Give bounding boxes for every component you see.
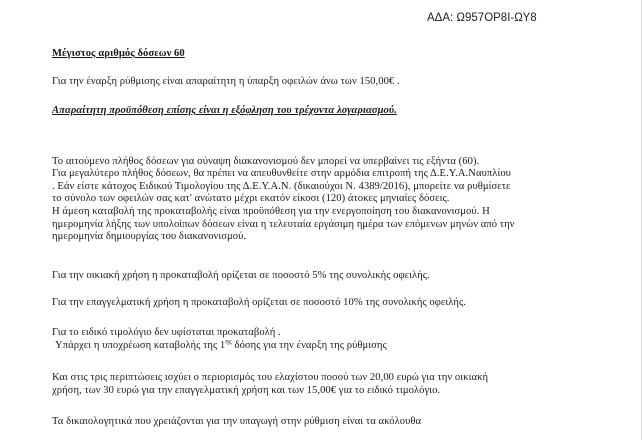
professional-use-downpayment: Για την επαγγελματική χρήση η προκαταβολή ορίζεται σε ποσοστό 10% της συνολικής οφειλής. xyxy=(52,297,466,308)
p1-line-5: Η άμεση καταβολή της προκαταβολής είναι προϋπόθεση για την ενεργοποίηση του διακανονισμού. Η xyxy=(52,206,490,217)
minimum-amount-line-2: χρήση, των 30 ευρώ για την επαγγελματική χρήση και των 15,00€ για το ειδικό τιμολόγιο. xyxy=(52,385,441,396)
ordinal-superscript: ης xyxy=(225,337,232,346)
p1-line-2: Για μεγαλύτερο πλήθος δόσεων, θα πρέπει να απευθυνθείτε στην αρμόδια επιτροπή της Δ.Ε.Υ.Α.Ναυπλίου xyxy=(52,168,511,179)
prerequisite-heading: Απαραίτητη προϋπόθεση επίσης είναι η εξόφληση του τρέχοντα λογαριασμού. xyxy=(52,105,397,116)
special-tariff-text-b: δόσης για την έναρξη της ρύθμισης xyxy=(231,340,387,351)
p1-line-3: . Εάν είστε κάτοχος Ειδικού Τιμολογίου της Δ.Ε.Υ.Α.Ν. (δικαιούχοι Ν. 4389/2016), μπορείτε να ρυθμίσετε xyxy=(52,181,511,192)
start-condition: Για την έναρξη ρύθμισης είναι απαραίτητη η ύπαρξη οφειλών άνω των 150,00€ . xyxy=(52,76,400,87)
minimum-amount-line-1: Και στις τρις περιπτώσεις ισχύει ο περιορισμός του ελαχίστου ποσού των 20,00 ευρώ για την οικιακή xyxy=(52,372,489,383)
max-installments-title: Μέγιστος αριθμός δόσεων 60 xyxy=(52,48,185,59)
p1-line-6: ημερομηνία λήξης των υπολοίπων δόσεων είναι η τελευταία εργάσιμη ημέρα των επόμενων μηνών από την xyxy=(52,219,515,230)
special-tariff-text-a: Υπάρχει η υποχρέωση καταβολής της 1 xyxy=(55,340,226,351)
p1-line-7: ημερομηνία δημιουργίας του διακανονισμού. xyxy=(52,231,247,242)
home-use-downpayment: Για την οικιακή χρήση η προκαταβολή ορίζεται σε ποσοστό 5% της συνολικής οφειλής. xyxy=(52,270,430,281)
special-tariff-line-1: Για το ειδικό τιμολόγιο δεν υφίσταται προκαταβολή . xyxy=(52,327,281,338)
p1-line-1: Το αιτούμενο πλήθος δόσεων για σύναψη διακανονισμού δεν μπορεί να υπερβαίνει τις εξήντα (60). xyxy=(52,156,480,167)
required-documents-intro: Τα δικαιολογητικά που χρειάζονται για την υπαγωγή στην ρύθμιση είναι τα ακόλουθα xyxy=(52,416,422,427)
ada-code: ΑΔΑ: Ω957ΟΡ8Ι-ΩΥ8 xyxy=(427,12,537,24)
p1-line-4: το σύνολο των οφειλών σας κατ' ανώτατο μέχρι εκατόν είκοσι (120) άτοκες μηνιαίες δόσεις. xyxy=(52,193,450,204)
special-tariff-line-2 xyxy=(55,337,387,352)
